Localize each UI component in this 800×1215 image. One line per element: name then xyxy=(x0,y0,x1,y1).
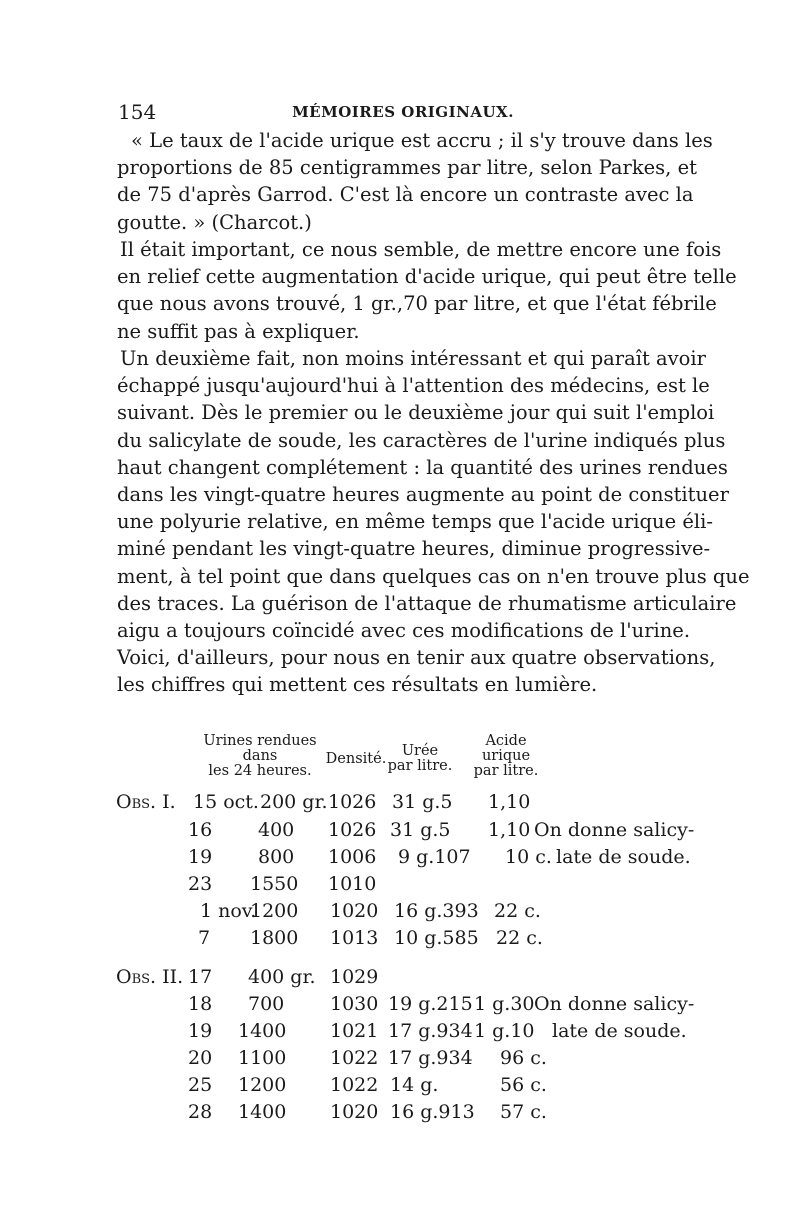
running-title: MÉMOIRES ORIGINAUX. xyxy=(292,103,514,121)
cell-volume: 1100 xyxy=(238,1047,287,1069)
cell-density: 1010 xyxy=(328,873,377,895)
cell-acide: 57 c. xyxy=(500,1101,547,1123)
text-line: suivant. Dès le premier ou le deuxième jour qui suit l'emploi xyxy=(117,401,715,425)
text-line: échappé jusqu'aujourd'hui à l'attention des médecins, est le xyxy=(117,374,710,398)
cell-date: 28 xyxy=(188,1101,213,1123)
cell-uree: 17 g.934 xyxy=(388,1047,473,1069)
text-line: dans les vingt-quatre heures augmente au point de constituer xyxy=(117,483,729,507)
text-line: une polyurie relative, en même temps que l'acide urique éli- xyxy=(117,510,713,534)
cell-volume: 1200 xyxy=(238,1074,287,1096)
header-line: dans xyxy=(242,748,278,764)
cell-density: 1006 xyxy=(328,846,377,868)
text-line: les chiffres qui mettent ces résultats en lumière. xyxy=(117,673,598,697)
header-acide xyxy=(468,734,544,779)
cell-date: 7 xyxy=(198,927,211,949)
text-line: Il était important, ce nous semble, de mettre encore une fois xyxy=(120,238,722,261)
cell-uree: 31 g.5 xyxy=(392,791,453,813)
cell-volume: 1400 xyxy=(238,1020,287,1042)
text-line: Un deuxième fait, non moins intéressant et qui paraît avoir xyxy=(120,347,706,370)
header-line: Urée xyxy=(401,743,439,759)
text-line: que nous avons trouvé, 1 gr.,70 par litre, et que l'état fébrile xyxy=(117,292,717,316)
cell-volume: 400 gr. xyxy=(248,966,316,988)
cell-volume: 200 gr. xyxy=(260,791,328,813)
text-line: haut changent complétement : la quantité des urines rendues xyxy=(117,455,728,479)
cell-volume: 800 xyxy=(258,846,295,868)
text-line: proportions de 85 centigrammes par litre, selon Parkes, et xyxy=(117,156,697,180)
cell-density: 1029 xyxy=(330,966,379,988)
cell-acide: 1,10 xyxy=(488,819,531,841)
cell-uree: 10 g.585 xyxy=(394,927,479,949)
cell-uree: 16 g.913 xyxy=(390,1101,475,1123)
cell-density: 1026 xyxy=(328,819,377,841)
header-line: Acide xyxy=(485,733,527,749)
cell-acide: 22 c. xyxy=(496,927,543,949)
cell-volume: 1550 xyxy=(250,873,299,895)
cell-date: 18 xyxy=(188,993,213,1015)
paragraph-2 xyxy=(117,236,737,345)
header-line: par litre. xyxy=(387,758,453,774)
cell-acide: 22 c. xyxy=(494,900,541,922)
cell-date: 19 xyxy=(188,846,213,868)
text-line: des traces. La guérison de l'attaque de rhumatisme articulaire xyxy=(117,591,737,615)
cell-volume: 700 xyxy=(248,993,285,1015)
cell-uree: 19 g.215 xyxy=(388,993,473,1015)
text-line: en relief cette augmentation d'acide urique, qui peut être telle xyxy=(117,265,737,289)
cell-density: 1013 xyxy=(330,927,379,949)
header-line: Densité. xyxy=(325,751,387,767)
cell-volume: 1800 xyxy=(250,927,299,949)
cell-date: 20 xyxy=(188,1047,213,1069)
cell-acide: 1,10 xyxy=(488,791,531,813)
cell-volume: 1200 xyxy=(250,900,299,922)
header-line: par litre. xyxy=(473,763,539,779)
page-number: 154 xyxy=(118,100,157,124)
page-header xyxy=(118,100,688,126)
text-line: goutte. » (Charcot.) xyxy=(117,210,312,234)
cell-date: 25 xyxy=(188,1074,213,1096)
cell-note: late de soude. xyxy=(552,1020,687,1042)
cell-density: 1020 xyxy=(330,1101,379,1123)
cell-note: On donne salicy- xyxy=(534,819,695,841)
text-line: « Le taux de l'acide urique est accru ; il s'y trouve dans les xyxy=(131,129,713,152)
cell-uree: 14 g. xyxy=(390,1074,439,1096)
header-uree xyxy=(382,744,458,774)
cell-acide: 10 c. xyxy=(505,846,552,868)
cell-note: On donne salicy- xyxy=(534,993,695,1015)
header-line: Urines rendues xyxy=(203,733,317,749)
cell-volume: 1400 xyxy=(238,1101,287,1123)
cell-uree: 17 g.934 xyxy=(388,1020,473,1042)
cell-density: 1022 xyxy=(330,1074,379,1096)
text-line: du salicylate de soude, les caractères de l'urine indiqués plus xyxy=(117,428,726,452)
cell-date: 19 xyxy=(188,1020,213,1042)
cell-density: 1022 xyxy=(330,1047,379,1069)
text-line: aigu a toujours coïncidé avec ces modifications de l'urine. xyxy=(117,619,691,643)
cell-acide: 1 g.10 xyxy=(474,1020,535,1042)
cell-density: 1020 xyxy=(330,900,379,922)
cell-density: 1021 xyxy=(330,1020,379,1042)
obs-label: Obs. II. xyxy=(116,966,184,988)
header-urines xyxy=(200,734,320,779)
paragraph-3 xyxy=(117,345,750,699)
text-line: de 75 d'après Garrod. C'est là encore un contraste avec la xyxy=(117,183,694,207)
cell-date: 23 xyxy=(188,873,213,895)
cell-acide: 56 c. xyxy=(500,1074,547,1096)
cell-date: 1 nov. xyxy=(200,900,257,922)
cell-date: 15 oct. xyxy=(193,791,259,813)
header-line: urique xyxy=(481,748,531,764)
cell-acide: 1 g.30 xyxy=(474,993,535,1015)
cell-uree: 31 g.5 xyxy=(390,819,451,841)
header-line: les 24 heures. xyxy=(208,763,312,779)
text-line: ment, à tel point que dans quelques cas on n'en trouve plus que xyxy=(117,564,750,588)
cell-date: 17 xyxy=(188,966,213,988)
text-line: miné pendant les vingt-quatre heures, diminue progressive- xyxy=(117,537,711,561)
cell-date: 16 xyxy=(188,819,213,841)
cell-note: late de soude. xyxy=(556,846,691,868)
cell-uree: 16 g.393 xyxy=(394,900,479,922)
cell-volume: 400 xyxy=(258,819,295,841)
cell-density: 1030 xyxy=(330,993,379,1015)
text-line: Voici, d'ailleurs, pour nous en tenir aux quatre observations, xyxy=(117,646,716,670)
paragraph-1 xyxy=(117,127,713,236)
obs-label: Obs. I. xyxy=(116,791,176,813)
cell-density: 1026 xyxy=(328,791,377,813)
cell-acide: 96 c. xyxy=(500,1047,547,1069)
text-line: ne suffit pas à expliquer. xyxy=(117,319,360,343)
cell-uree: 9 g.107 xyxy=(398,846,471,868)
